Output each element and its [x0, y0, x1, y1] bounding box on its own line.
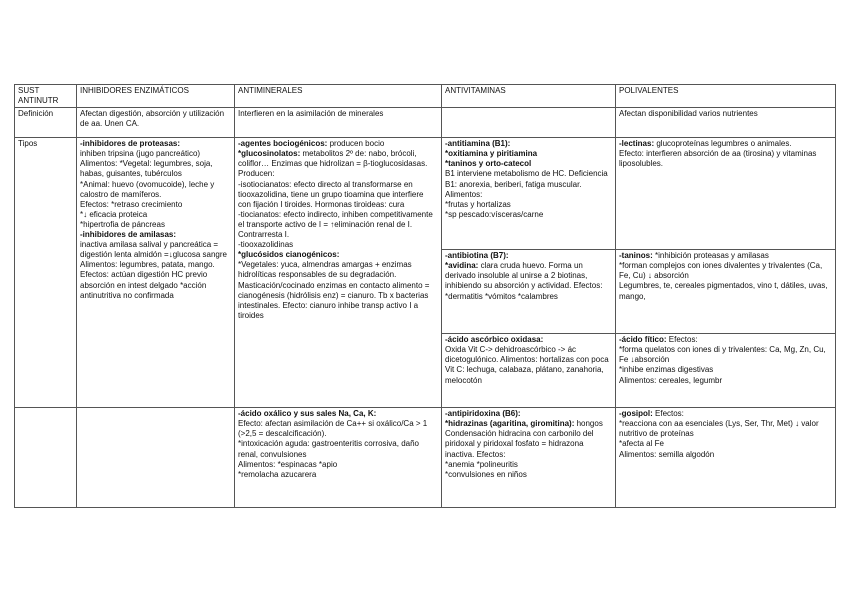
cell-line [445, 429, 612, 459]
header-antivitaminas: ANTIVITAMINAS [442, 85, 616, 108]
cell-line-text: -tiocianatos: efecto indirecto, inhiben competitivamente el transporte activo de I = ↑eliminación renal de I. Contrarresta I. [238, 209, 433, 240]
cell-line [80, 240, 231, 260]
cell-line-text: *intoxicación aguda: gastroenteritis corrosiva, daño renal, convulsiones [238, 439, 419, 459]
cell-line-text: *Vegetales: yuca, almendras amargas + enzimas hidrolíticas responsables de su degradación. [238, 260, 412, 280]
cell-line-text: *remolacha azucarera [238, 469, 317, 479]
cell-line-rest: metabolitos 2º de: nabo, brócoli, coliflor… Enzimas que hidrolizan = β-tioglucosidasas. Producen: [238, 149, 428, 179]
definicion-row [15, 108, 836, 138]
definicion-inhibidores: Afectan digestión, absorción y utilización de aa. Unen CA. [77, 108, 235, 138]
cell-line-text: -isotiocianatos: efecto directo al transformarse en tiooxazolidina, tiene un grupo tioamina que interfiere con fijación I tiroides. Hormonas tiroideas: cura [238, 179, 424, 209]
empty-cell-1 [15, 408, 77, 508]
cell-line [445, 200, 612, 210]
cell-line [619, 139, 832, 149]
cell-line [238, 149, 438, 179]
cell-line-bold: -inhibidores de proteasas: [80, 139, 181, 149]
cell-line-text: *sp pescado:vísceras/carne [445, 209, 544, 219]
cell-line [238, 439, 438, 459]
cell-line-bold: -agentes bociogénicos: [238, 139, 328, 149]
cell-line-text: Condensación hidracina con carbonilo del piridoxal y piridoxal fosfato = hidrazona inactiva. Efectos: [445, 429, 594, 459]
cell-line [445, 419, 612, 429]
cell-line-text: Alimentos: semilla algodón [619, 449, 715, 459]
cell-line-rest: hongos [574, 419, 603, 429]
cell-line-text: Alimentos: *espinacas *apio [238, 459, 338, 469]
cell-line-bold: -ácido oxálico y sus sales Na, Ca, K: [238, 409, 377, 419]
cell-line-text: Efectos: *retraso crecimiento [80, 199, 183, 209]
cell-line [445, 149, 612, 159]
cell-line [238, 240, 438, 250]
cell-line [445, 292, 612, 302]
cell-line-rest: clara cruda huevo. Forma un derivado insoluble al unirse a 2 biotinas, inhibiendo su absorción y actividad. Efectos: [445, 261, 603, 291]
cell-line-bold: *glucósidos cianogénicos: [238, 250, 340, 260]
cell-antivit-2 [442, 250, 616, 334]
cell-line [238, 419, 438, 439]
cell-poli-1 [616, 138, 836, 250]
cell-line-bold: -gosipol: [619, 409, 653, 419]
cell-line [445, 345, 612, 385]
cell-line [80, 200, 231, 210]
cell-line [445, 409, 612, 419]
cell-line-text: Oxida Vit C-> dehidroascórbico -> ác dicetogulónico. Alimentos: hortalizas con poca Vit C: lechuga, calabaza, plátano, zanahoria, melocotón [445, 345, 609, 385]
definicion-antivitaminas [442, 108, 616, 138]
tipos-row-5 [15, 408, 836, 508]
cell-line [619, 376, 832, 386]
tipos-label: Tipos [15, 138, 77, 408]
cell-line [80, 149, 231, 159]
cell-line [238, 281, 438, 321]
cell-line [238, 180, 438, 210]
cell-line-text: Masticación/cocinado enzimas en contacto alimento = cianogénesis (hidrólisis enz) = cianuro. Tb x bacterias intestinales. Efecto: cianuro inhibe transp activo I a tiroides [238, 280, 430, 320]
cell-line [445, 210, 612, 220]
cell-line [80, 159, 231, 179]
cell-line [619, 409, 832, 419]
cell-line-text: *forman complejos con iones divalentes y trivalentes (Ca, Fe, Cu) ↓ absorción [619, 261, 823, 281]
cell-line-bold: -antibiotina (B7): [445, 251, 509, 261]
cell-line [445, 261, 612, 291]
cell-line-bold: -ácido fítico: [619, 335, 667, 345]
cell-line-text: *inhibe enzimas digestivas [619, 365, 714, 375]
cell-line [238, 250, 438, 260]
cell-line-bold: *oxitiamina y piritiamina [445, 149, 538, 159]
cell-line [238, 260, 438, 280]
nutrition-table [14, 84, 836, 508]
cell-line-bold: *hidrazinas (agaritina, giromitina): [445, 419, 575, 429]
cell-line [238, 139, 438, 149]
cell-inhib [77, 138, 235, 408]
definicion-polivalentes: Afectan disponibilidad varios nutrientes [616, 108, 836, 138]
cell-antivit-4 [442, 408, 616, 508]
cell-line [619, 251, 832, 261]
header-row [15, 85, 836, 108]
cell-antimin-2 [235, 408, 442, 508]
cell-line-text: *convulsiones en niños [445, 469, 527, 479]
cell-line-text: *afecta al Fe [619, 439, 664, 449]
cell-line-rest: *inhibición proteasas y amilasas [652, 251, 769, 261]
cell-line [445, 169, 612, 199]
cell-line [445, 251, 612, 261]
cell-line [238, 210, 438, 240]
cell-line-bold: -lectinas: [619, 139, 655, 149]
cell-line [445, 460, 612, 470]
cell-line [80, 180, 231, 200]
cell-line-text: *dermatitis *vómitos *calambres [445, 291, 558, 301]
cell-line-rest: glucoproteínas legumbres o animales. [654, 139, 792, 149]
cell-line [238, 460, 438, 470]
cell-line-text: *hipertrofia de páncreas [80, 219, 165, 229]
header-polivalentes: POLIVALENTES [616, 85, 836, 108]
header-inhibidores: INHIBIDORES ENZIMÁTICOS [77, 85, 235, 108]
cell-line-text: *anemia *polineuritis [445, 459, 518, 469]
cell-line [619, 149, 832, 169]
cell-line-bold: -taninos: [619, 251, 653, 261]
cell-line-text: B1 interviene metabolismo de HC. Deficiencia B1: anorexia, beriberi, fatiga muscular. Alimentos: [445, 169, 608, 199]
cell-line [80, 260, 231, 300]
cell-line-bold: *avidina: [445, 261, 479, 271]
cell-line-bold: -antitiamina (B1): [445, 139, 511, 149]
cell-line [445, 139, 612, 149]
cell-antivit-3 [442, 334, 616, 408]
cell-line-bold: -ácido ascórbico oxidasa: [445, 335, 544, 345]
cell-line-text: *frutas y hortalizas [445, 199, 511, 209]
cell-antimin-1 [235, 138, 442, 408]
cell-line [80, 210, 231, 220]
cell-line [445, 470, 612, 480]
cell-line-text: Alimentos: cereales, legumbr [619, 375, 723, 385]
empty-cell-2 [77, 408, 235, 508]
cell-line-text: *↓ eficacia proteica [80, 209, 148, 219]
cell-line-text: -tiooxazolidinas [238, 240, 294, 250]
cell-line [445, 159, 612, 169]
cell-line-text: Alimentos: *Vegetal: legumbres, soja, habas, guisantes, tubérculos [80, 159, 213, 179]
cell-line [619, 439, 832, 449]
cell-line-bold: *glucosinolatos: [238, 149, 301, 159]
cell-poli-2 [616, 250, 836, 334]
cell-line [238, 409, 438, 419]
cell-line-text: Legumbres, te, cereales pigmentados, vino t, dátiles, uvas, mango, [619, 281, 828, 301]
cell-line-text: inhiben tripsina (jugo pancreático) [80, 149, 201, 159]
cell-poli-3 [616, 334, 836, 408]
cell-line-text: Efecto: afectan asimilación de Ca++ si oxálico/Ca > 1 (>2,5 = descalcificación). [238, 419, 428, 439]
header-sust: SUST ANTINUTR [15, 85, 77, 108]
cell-line-text: *Animal: huevo (ovomucoide), leche y calostro de mamíferos. [80, 179, 215, 199]
cell-line [619, 450, 832, 460]
definicion-label: Definición [15, 108, 77, 138]
cell-line-rest: Efectos: [652, 409, 684, 419]
cell-antivit-1 [442, 138, 616, 250]
cell-line-text: *reacciona con aa esenciales (Lys, Ser, Thr, Met) ↓ valor nutritivo de proteínas [619, 419, 819, 439]
cell-line [619, 419, 832, 439]
cell-line-text: Efecto: interfieren absorción de aa (tirosina) y vitaminas liposolubles. [619, 149, 817, 169]
cell-line [619, 365, 832, 375]
cell-line [619, 335, 832, 345]
tipos-row-1 [15, 138, 836, 250]
cell-line-rest: producen bocio [327, 139, 385, 149]
cell-line-bold: *taninos y orto-catecol [445, 159, 532, 169]
cell-line [619, 261, 832, 281]
cell-line-text: Alimentos: legumbres, patata, mango. Efectos: actúan digestión HC previo absorción en intest delgado *acción antinutritiva no confirmada [80, 260, 215, 300]
cell-line-bold: -inhibidores de amilasas: [80, 230, 177, 240]
cell-line [619, 281, 832, 301]
cell-line-text: inactiva amilasa salival y pancreática = digestión lenta almidón =↓glucosa sangre [80, 240, 227, 260]
cell-line [80, 220, 231, 230]
cell-line-rest: Efectos: [666, 335, 698, 345]
cell-line [80, 230, 231, 240]
cell-poli-4 [616, 408, 836, 508]
cell-line [238, 470, 438, 480]
header-antiminerales: ANTIMINERALES [235, 85, 442, 108]
cell-line [619, 345, 832, 365]
cell-line [445, 335, 612, 345]
cell-line-text: *forma quelatos con iones di y trivalentes: Ca, Mg, Zn, Cu, Fe ↓absorción [619, 345, 826, 365]
cell-line [80, 139, 231, 149]
definicion-antiminerales: Interfieren en la asimilación de minerales [235, 108, 442, 138]
cell-line-bold: -antipiridoxina (B6): [445, 409, 521, 419]
